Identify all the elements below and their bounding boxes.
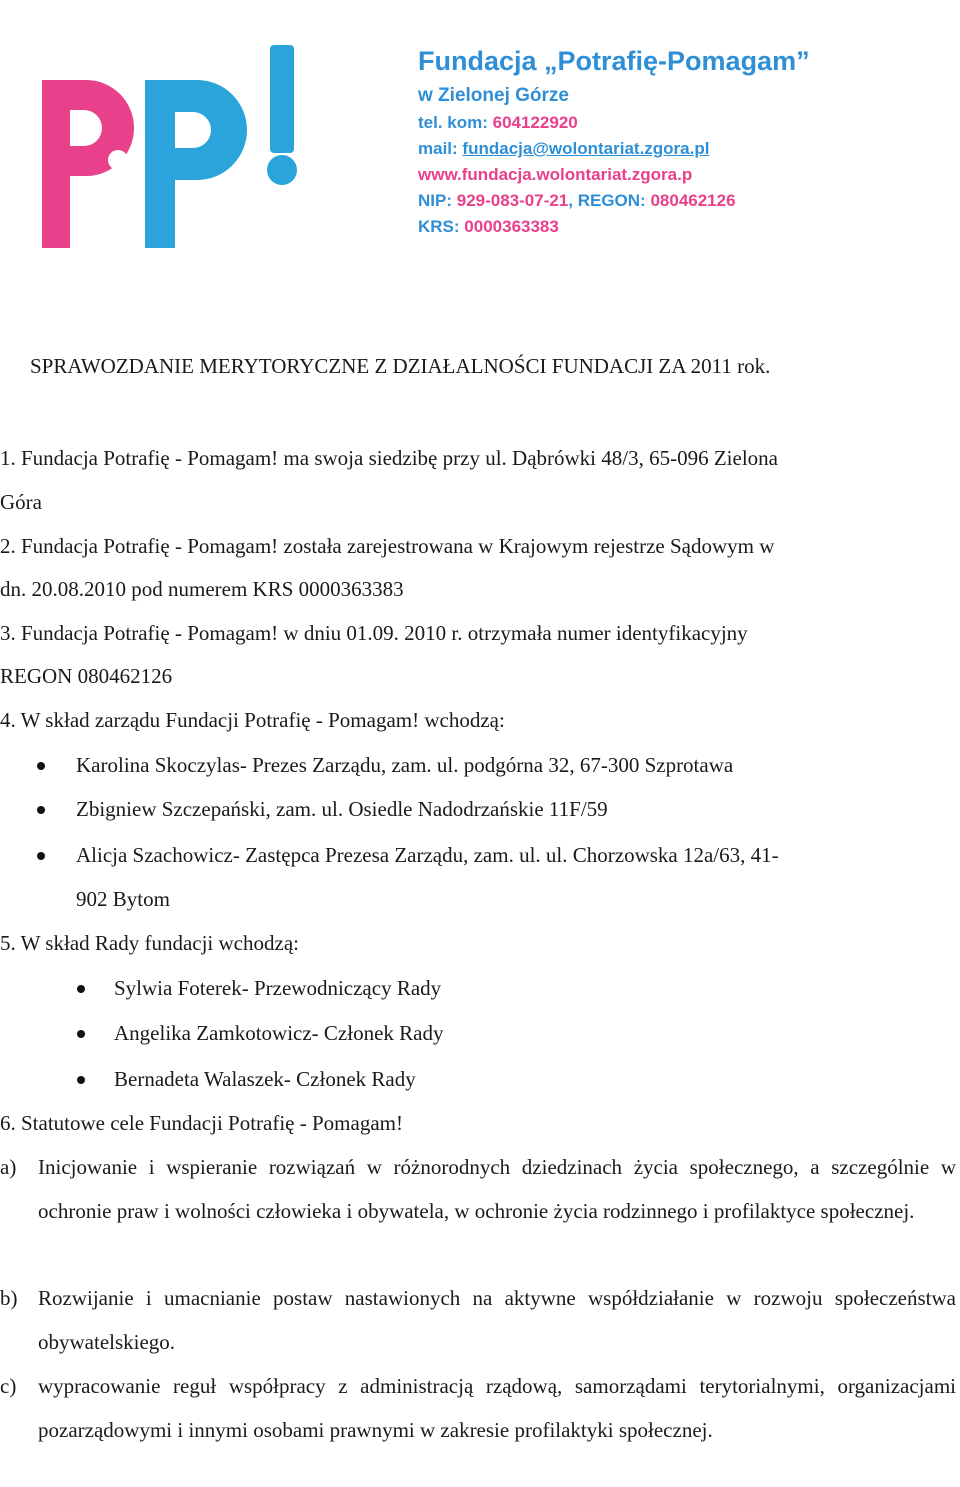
phone-line: tel. kom: 604122920 <box>418 113 578 132</box>
board-member: Karolina Skoczylas- Prezes Zarządu, zam. ul. podgórna 32, 67-300 Szprotawa <box>76 753 734 777</box>
item-6-heading: 6. Statutowe cele Fundacji Potrafię - Pomagam! <box>0 1111 403 1135</box>
website-link[interactable]: www.fundacja.wolontariat.zgora.p <box>418 165 693 184</box>
goal-label: b) <box>0 1286 18 1310</box>
item-2-line-1: 2. Fundacja Potrafię - Pomagam! została zarejestrowana w Krajowym rejestrze Sądowym w <box>0 534 775 558</box>
goal-text: Rozwijanie i umacnianie postaw nastawionych na aktywne współdziałanie w rozwoju społeczeństwa obywatelskiego. <box>38 1286 956 1354</box>
item-1-line-1: 1. Fundacja Potrafię - Pomagam! ma swoja siedzibę przy ul. Dąbrówki 48/3, 65-096 Zielona <box>0 446 778 470</box>
foundation-logo <box>20 30 320 250</box>
foundation-header <box>418 44 810 240</box>
bullet <box>37 806 45 814</box>
nip-value: 929-083-07-21 <box>456 191 569 210</box>
bullet <box>37 762 45 770</box>
krs-line: KRS: 0000363383 <box>418 217 559 236</box>
item-3-line-1: 3. Fundacja Potrafię - Pomagam! w dniu 01.09. 2010 r. otrzymała numer identyfikacyjny <box>0 621 748 645</box>
item-2-line-2: dn. 20.08.2010 pod numerem KRS 0000363383 <box>0 577 404 601</box>
goal-text: wypracowanie reguł współpracy z administracją rządową, samorządami terytorialnymi, organizacjami pozarządowymi i innymi osobami prawnymi w zakresie profilaktyki społecznej. <box>38 1374 956 1442</box>
bullet <box>77 1076 85 1084</box>
email-link[interactable]: fundacja@wolontariat.zgora.pl <box>462 139 710 158</box>
report-title: SPRAWOZDANIE MERYTORYCZNE Z DZIAŁALNOŚCI FUNDACJI ZA 2011 rok. <box>30 354 771 378</box>
goal-text: Inicjowanie i wspieranie rozwiązań w różnorodnych dziedzinach życia społecznego, a szczególnie w ochronie praw i wolności człowieka i obywatela, w ochronie życia rodzinnego i profilaktyce społecznej. <box>38 1155 956 1223</box>
council-member: Sylwia Foterek- Przewodniczący Rady <box>114 976 442 1000</box>
phone-number: 604122920 <box>492 113 578 132</box>
bullet <box>77 985 85 993</box>
org-city: w Zielonej Górze <box>418 85 569 106</box>
mail-line: mail: fundacja@wolontariat.zgora.pl <box>418 139 710 158</box>
item-4-heading: 4. W skład zarządu Fundacji Potrafię - Pomagam! wchodzą: <box>0 708 505 732</box>
bullet <box>37 852 45 860</box>
item-1-line-2: Góra <box>0 490 42 514</box>
goal-label: a) <box>0 1155 17 1179</box>
item-3-line-2: REGON 080462126 <box>0 664 173 688</box>
item-5-heading: 5. W skład Rady fundacji wchodzą: <box>0 931 299 955</box>
krs-value: 0000363383 <box>464 217 559 236</box>
goal-label: c) <box>0 1374 17 1398</box>
council-member: Bernadeta Walaszek- Członek Rady <box>114 1067 416 1091</box>
council-member: Angelika Zamkotowicz- Członek Rady <box>114 1021 444 1045</box>
board-member: Zbigniew Szczepański, zam. ul. Osiedle Nadodrzańskie 11F/59 <box>76 797 608 821</box>
board-member: Alicja Szachowicz- Zastępca Prezesa Zarządu, zam. ul. ul. Chorzowska 12a/63, 41- <box>76 843 779 867</box>
board-member-continued: 902 Bytom <box>76 887 170 911</box>
nip-regon-line: NIP: 929-083-07-21, REGON: 080462126 <box>418 191 736 210</box>
regon-value: 080462126 <box>650 191 736 210</box>
bullet <box>77 1030 85 1038</box>
org-name: Fundacja „Potrafię-Pomagam” <box>418 46 810 76</box>
